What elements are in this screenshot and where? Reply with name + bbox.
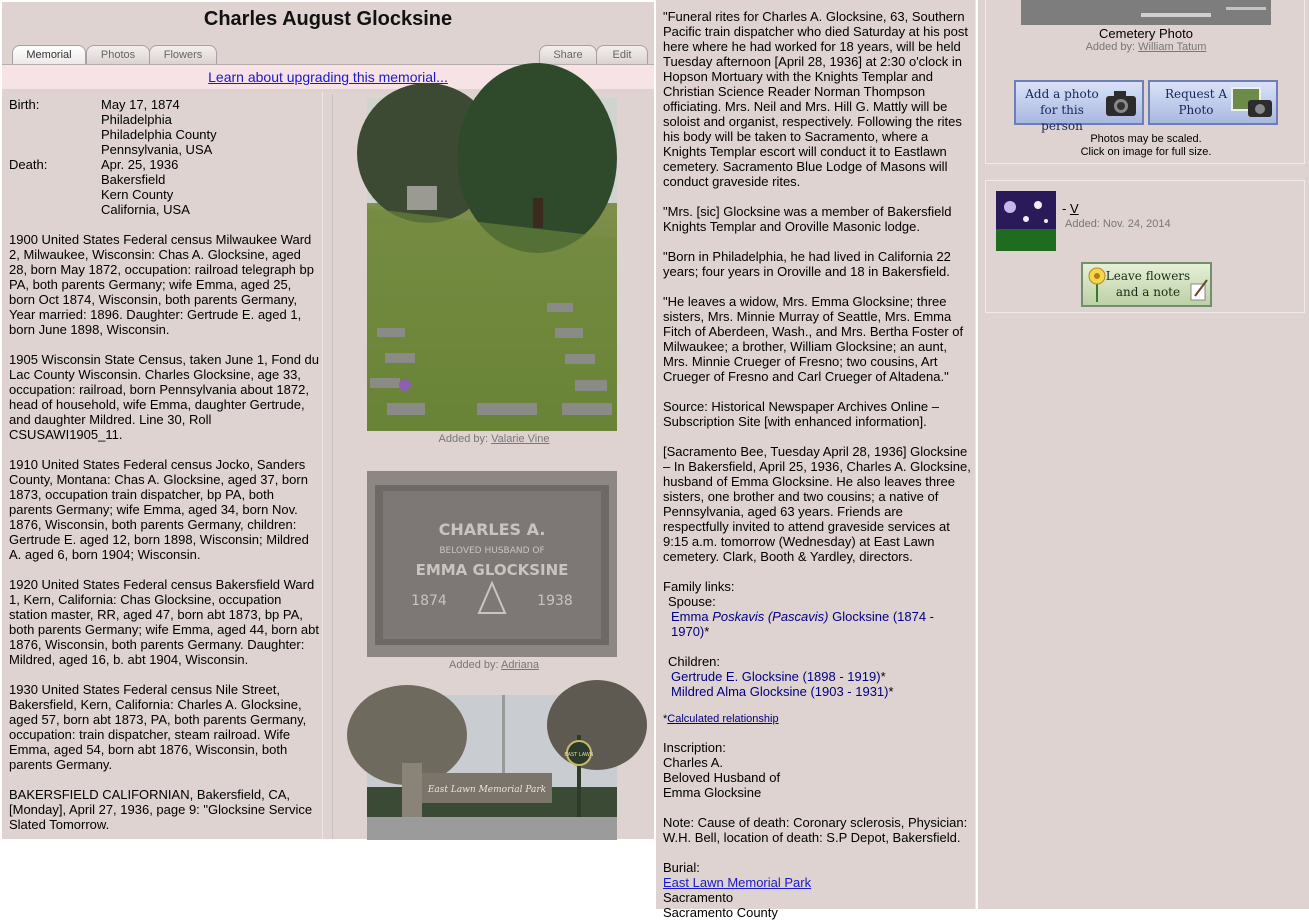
obituary-paragraph: "He leaves a widow, Mrs. Emma Glocksine; three sisters, Mrs. Minnie Murray of Seattle, Mrs. Emma Fitch of Aberdeen, Wash., and Mrs. Bertha Foster of Milwaukee; a brother, William Glocksine; an aunt, Mrs. Minnie Crueger of Fresno; two cousins, Art Crueger of Fresno and Carl Crueger of Altadena." <box>663 294 964 384</box>
headstone-year-right: 1938 <box>537 593 573 609</box>
flower-thumbnail[interactable] <box>996 191 1056 251</box>
caption-added-label: Added by: <box>1085 41 1136 53</box>
death-label: Death: <box>9 157 48 172</box>
spouse-rest: Glocksine (1874 - 1970) <box>671 609 935 639</box>
tab-flowers[interactable]: Flowers <box>149 45 217 65</box>
camera-icon <box>1104 88 1138 118</box>
bio-paragraph: BAKERSFIELD CALIFORNIAN, Bakersfield, CA, [Monday], April 27, 1936, page 9: "Glocksine Service Slated Tomorrow. <box>9 787 313 832</box>
lamp-sign-text: EAST LAWN <box>564 752 594 758</box>
headstone-year-left: 1874 <box>411 593 447 609</box>
birth-label: Birth: <box>9 97 40 112</box>
headstone-photo[interactable] <box>367 471 617 657</box>
lawn-photo-image <box>367 98 617 431</box>
click-full-size-note: Click on image for full size. <box>1080 146 1212 158</box>
death-note: Note: Cause of death: Coronary sclerosis, Physician: W.H. Bell, location of death: S.P Depot, Bakersfield. <box>663 815 968 845</box>
add-photo-button[interactable] <box>1014 80 1144 133</box>
inscription-line: Emma Glocksine <box>663 785 762 800</box>
flower-author-link[interactable]: V <box>1069 201 1079 216</box>
spouse-link[interactable] <box>671 609 934 639</box>
obituary-paragraph: "Born in Philadelphia, he had lived in California 22 years; four years in Oroville and 18 in Bakersfield. <box>663 249 951 279</box>
child-link[interactable]: Mildred Alma Glocksine (1903 - 1931) <box>671 684 889 699</box>
bio-paragraph: 1900 United States Federal census Milwaukee Ward 2, Milwaukee, Wisconsin: Chas A. Glocksine, aged 28, born May 1872, occupation: railroad telegraph bp PA, both parents Germany; wife Emma, aged 25, born Oct 1874, Wisconsin, both parents Germany, Year married: 1896. Daughter: Gertrude E. aged 1, born June 1898, Wisconsin. <box>9 232 314 337</box>
cemetery-photo-box <box>985 0 1305 164</box>
gate-sign-text: East Lawn Memorial Park <box>427 785 547 795</box>
calculated-relationship <box>663 712 971 727</box>
tab-edit[interactable]: Edit <box>596 45 648 65</box>
inscription-line: Beloved Husband of <box>663 770 781 785</box>
cemetery-gate-photo[interactable] <box>367 695 617 840</box>
child-row <box>663 684 971 699</box>
add-photo-button-label: Add a photo for this person <box>1025 87 1099 133</box>
photo-caption <box>336 659 652 671</box>
cemetery-link[interactable]: East Lawn Memorial Park <box>663 875 812 890</box>
spouse-maiden: Poskavis (Pascavis) <box>712 609 829 624</box>
obituary-paragraph: "Funeral rites for Charles A. Glocksine, 63, Southern Pacific train dispatcher who died Saturday at his post here where he had worked for 18 years, will be held Tuesday afternoon [April 28, 1936] at 2:30 o'clock in Hopson Mortuary with the Knights Templar and Christian Science Reader Norman Thompson officiating. Mrs. Neil and Mrs. Hill G. Mattly will be soloist and organist, respectively. Following the rites his body will be taken to Sacramento, where a Knights Templar escort will conduct it to Eastlawn cemetery. Sacramento Blue Lodge of Masons will conduct graveside rites. <box>663 9 968 189</box>
death-county: Kern County <box>101 187 174 202</box>
obituary-paragraph: Source: Historical Newspaper Archives Online – Subscription Site [with enhanced information]. <box>663 399 940 429</box>
cemetery-photo-image <box>1021 0 1271 25</box>
burial-county: Sacramento County <box>663 905 778 920</box>
family-links-heading: Family links: <box>663 579 735 594</box>
caption-added-label: Added by: <box>438 433 489 445</box>
sidebar <box>978 0 1309 909</box>
bio-paragraph: 1905 Wisconsin State Census, taken June 1, Fond du Lac County Wisconsin. Charles Glocksine, age 33, occupation: railroad, born Pennsylvania about 1872, head of household, wife Emma, daughter Gertrude, and daughter Mildred. Line 30, Roll CSUSAWI1905_11. <box>9 352 320 442</box>
relationship-star: * <box>663 713 668 725</box>
column-divider <box>332 94 333 839</box>
obituary-paragraph: "Mrs. [sic] Glocksine was a member of Bakersfield Knights Templar and Oroville Masonic lodge. <box>663 204 952 234</box>
spouse-row <box>663 609 971 639</box>
caption-added-label: Added by: <box>449 659 499 671</box>
bio-paragraph: 1910 United States Federal census Jocko, Sanders County, Montana: Chas A. Glocksine, aged 37, born 1873, occupation train dispatcher, bp PA, both parents Germany; wife Emma, aged 34, born Nov. 1876, Wisconsin, both parents Germany, children: Gertrude E. aged 12, born 1898, Wisconsin; Mildred A. aged 6, born 1904; Wisconsin. <box>9 457 309 562</box>
death-city: Bakersfield <box>101 172 166 187</box>
photo-caption <box>336 433 652 445</box>
page-title: Charles August Glocksine <box>203 8 453 30</box>
flower-date: Added: Nov. 24, 2014 <box>1065 218 1171 230</box>
spouse-first: Emma <box>671 609 709 624</box>
relationship-star: * <box>704 624 710 639</box>
bio-column <box>6 92 323 839</box>
calculated-relationship-link[interactable]: Calculated relationship <box>667 713 779 725</box>
flowers-box <box>985 180 1305 313</box>
burial-city: Sacramento <box>663 890 734 905</box>
leave-flowers-label: Leave flowers and a note <box>1105 269 1191 299</box>
tab-share[interactable]: Share <box>539 45 597 65</box>
vital-dates <box>9 97 217 217</box>
photo-camera-icon <box>1230 86 1274 120</box>
photo-contributor-link[interactable]: Valarie Vine <box>491 433 550 445</box>
flower-dash: - <box>1062 201 1070 216</box>
headstone-text-line2: BELOVED HUSBAND OF <box>439 546 545 556</box>
night-flower-thumbnail <box>996 191 1056 251</box>
cemetery-photo-thumbnail[interactable] <box>1021 0 1271 25</box>
headstone-text-line1: CHARLES A. <box>438 520 546 539</box>
leave-flowers-button[interactable] <box>1081 262 1212 307</box>
bio-paragraph: 1920 United States Federal census Bakersfield Ward 1, Kern, California: Chas Glocksine, occupation station master, RR, aged 47, born abt 1873, bp PA, both parents Germany; wife Emma, aged 44, born abt 1876, Wisconsin, both parents Germany. Daughter: Mildred, aged 16, b. abt 1904, Wisconsin. <box>9 577 320 667</box>
request-photo-button-label: Request A Photo <box>1164 87 1228 117</box>
birth-state: Pennsylvania, USA <box>101 142 213 157</box>
photo-column <box>336 94 652 839</box>
flower-from <box>1062 201 1079 216</box>
relationship-star: * <box>880 669 886 684</box>
tab-memorial[interactable]: Memorial <box>12 45 86 65</box>
request-photo-button[interactable] <box>1148 80 1278 125</box>
obituary-paragraph: [Sacramento Bee, Tuesday April 28, 1936] Glocksine – In Bakersfield, April 25, 1936, Charles A. Glocksine, husband of Emma Glocksine. He also leaves three sisters, one brother and two cousins; a native of Pennsylvania, aged 63 years. Friends are respectfully invited to attend graveside services at 9:15 a.m. tomorrow (Wednesday) at East Lawn cemetery. Clark, Booth & Yardley, directors. <box>663 444 971 564</box>
birth-city: Philadelphia <box>101 112 172 127</box>
headstone-photo-image <box>367 471 617 657</box>
cemetery-photo-caption <box>986 41 1306 53</box>
death-state: California, USA <box>101 202 190 217</box>
tab-photos[interactable]: Photos <box>86 45 150 65</box>
child-row <box>663 669 971 684</box>
memorial-panel <box>2 2 654 839</box>
cemetery-photo-label: Cemetery Photo <box>1099 26 1193 41</box>
grave-photo-lawn[interactable] <box>367 98 617 431</box>
pencil-note-icon <box>1189 278 1209 302</box>
photo-contributor-link[interactable]: Adriana <box>501 659 539 671</box>
child-link[interactable]: Gertrude E. Glocksine (1898 - 1919) <box>671 669 881 684</box>
burial-label: Burial: <box>663 860 700 875</box>
birth-county: Philadelphia County <box>101 127 217 142</box>
relationship-star: * <box>888 684 894 699</box>
obituary-column <box>656 0 976 920</box>
headstone-text-line3: EMMA GLOCKSINE <box>415 561 569 579</box>
inscription-label: Inscription: <box>663 740 726 755</box>
bio-paragraph: 1930 United States Federal census Nile Street, Bakersfield, Kern, California: Charles A. Glocksine, aged 57, born abt 1873, PA, both parents Germany, occupation: train dispatcher, steam railroad. Wife Emma, aged 54, born abt 1876, Wisconsin, both parents Germany. <box>9 682 307 772</box>
photos-scaled-note: Photos may be scaled. <box>1090 133 1202 145</box>
upgrade-link[interactable]: Learn about upgrading this memorial... <box>208 69 448 85</box>
death-date: Apr. 25, 1936 <box>101 157 179 172</box>
birth-date: May 17, 1874 <box>101 97 180 112</box>
inscription-line: Charles A. <box>663 755 723 770</box>
gate-photo-image <box>367 695 617 840</box>
children-label: Children: <box>668 654 721 669</box>
spouse-label: Spouse: <box>668 594 716 609</box>
cemetery-photo-contributor-link[interactable]: William Tatum <box>1138 41 1207 53</box>
